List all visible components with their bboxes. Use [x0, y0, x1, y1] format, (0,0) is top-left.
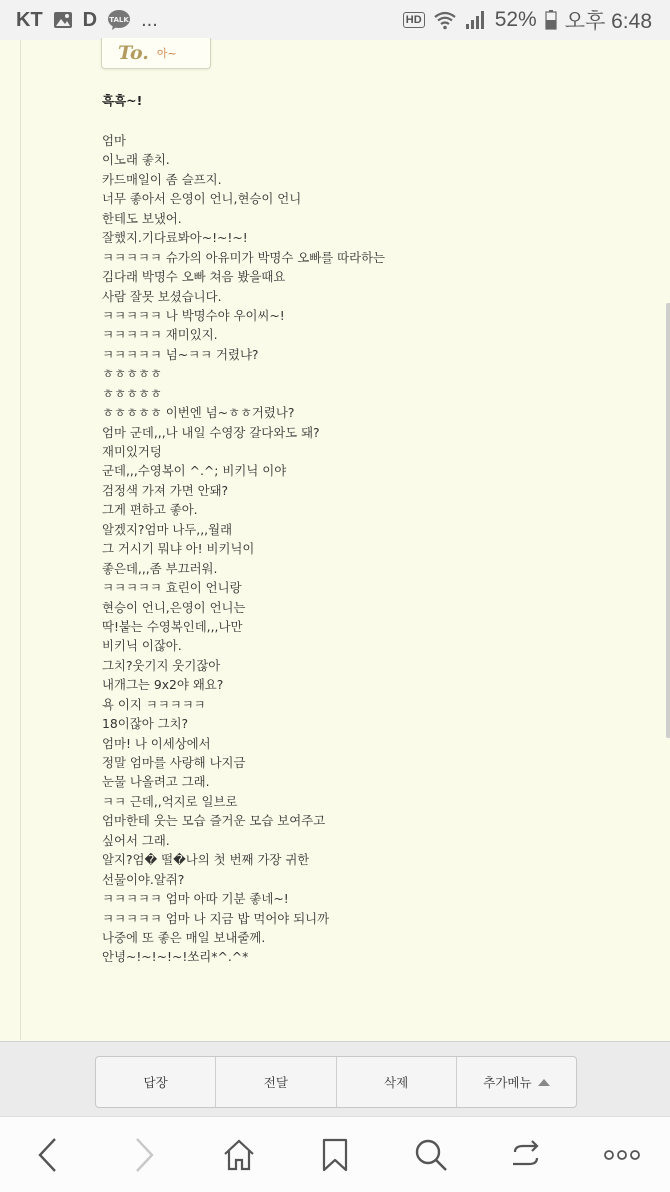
- message-line: 그게 편하고 좋아.: [102, 502, 198, 518]
- more-menu-button-label: 추가메뉴: [483, 1075, 532, 1090]
- carrier-label: KT: [16, 8, 43, 31]
- message-line: 엄마: [102, 133, 126, 148]
- recipient-name: 아~: [156, 47, 177, 60]
- message-line: 비키닉 이잖아.: [102, 638, 182, 654]
- message-line: ㅎㅎㅎㅎㅎ 이번엔 넘~ㅎㅎ거렸나?: [102, 405, 295, 421]
- message-line: 나중에 또 좋은 매일 보내줄께.: [102, 929, 266, 945]
- message-line: ㅋㅋㅋㅋㅋ 나 박명수야 우이씨~!: [102, 307, 285, 323]
- message-line: 선물이야.알쥐?: [102, 871, 185, 887]
- forward-button[interactable]: [96, 1117, 192, 1192]
- bookmark-icon: [321, 1138, 349, 1172]
- share-icon: [509, 1138, 543, 1172]
- message-line: 욕 이지 ㅋㅋㅋㅋㅋ: [102, 696, 206, 712]
- message-line: 사람 잘못 보셨습니다.: [102, 288, 222, 304]
- reply-button-label: 답장: [143, 1075, 168, 1090]
- action-button-group: [95, 1056, 577, 1108]
- action-bar: [0, 1041, 670, 1117]
- message-line: 그치?웃기지 웃기잖아: [102, 657, 221, 673]
- message-line: 안녕~!~!~!~!쏘리*^.^*: [102, 949, 249, 965]
- message-line: ㅋㅋㅋㅋㅋ 엄마 아따 기분 좋네~!: [102, 891, 289, 907]
- to-label: To.: [118, 42, 149, 64]
- message-line: ㅋㅋㅋㅋㅋ 넘~ㅋㅋ 거렸냐?: [102, 346, 259, 362]
- status-bar-right: [403, 5, 670, 35]
- message-line: 딱!붙는 수영복인데,,,나만: [102, 618, 243, 634]
- bookmark-button[interactable]: [287, 1117, 383, 1192]
- message-line: 검정색 가져 가면 안돼?: [102, 482, 229, 498]
- message-line: 엄마 군데,,,나 내일 수영장 갈다와도 돼?: [102, 424, 320, 440]
- search-button[interactable]: [383, 1117, 479, 1192]
- delete-button[interactable]: [337, 1057, 457, 1107]
- more-icon: [603, 1148, 641, 1162]
- message-line: 잘했지.기다료봐아~!~!~!: [102, 230, 248, 246]
- message-line: 이노래 좋치.: [102, 152, 170, 168]
- forward-icon: [133, 1137, 155, 1173]
- back-button[interactable]: [0, 1117, 96, 1192]
- back-icon: [37, 1137, 59, 1173]
- message-line: 엄마! 나 이세상에서: [102, 735, 211, 751]
- message-line: 알지?엄� 떨�나의 첫 번째 가장 귀한: [102, 852, 310, 868]
- forward-button[interactable]: [216, 1057, 336, 1107]
- message-content: [20, 40, 670, 1040]
- message-line: 현승이 언니,은영이 언니는: [102, 599, 246, 615]
- message-body: [102, 131, 385, 967]
- message-line: ㅎㅎㅎㅎㅎ: [102, 385, 162, 401]
- wifi-icon: [433, 10, 457, 30]
- status-bar: [0, 0, 670, 40]
- home-icon: [222, 1138, 256, 1172]
- message-line: 군데,,,수영복이 ^.^; 비키닉 이야: [102, 463, 287, 479]
- message-line: 그 거시기 뭐냐 아! 비키닉이: [102, 541, 255, 557]
- message-line: 눈물 나올려고 그래.: [102, 774, 210, 790]
- message-line: ㅋㅋㅋㅋㅋ 효린이 언니랑: [102, 580, 242, 596]
- status-bar-left: [0, 9, 158, 32]
- kakaotalk-icon: [107, 9, 131, 31]
- search-icon: [414, 1138, 448, 1172]
- message-line: 좋은데,,,좀 부끄러워.: [102, 560, 218, 576]
- battery-percent: 52%: [494, 8, 537, 31]
- caret-up-icon: [538, 1079, 550, 1086]
- message-line: 한테도 보냈어.: [102, 210, 182, 226]
- share-button[interactable]: [479, 1117, 575, 1192]
- to-card: [101, 38, 211, 69]
- more-button[interactable]: [574, 1117, 670, 1192]
- message-line: 재미있거덩: [102, 444, 162, 459]
- message-line: 엄마한테 웃는 모습 즐거운 모습 보여주고: [102, 813, 326, 829]
- message-line: 너무 좋아서 은영이 언니,현승이 언니: [102, 191, 302, 207]
- message-line: 내개그는 9x2야 왜요?: [102, 677, 224, 693]
- message-line: ㅋㅋ 근데,,억지로 일브로: [102, 793, 238, 809]
- message-line: ㅋㅋㅋㅋㅋ 엄마 나 지금 밥 먹어야 되니까: [102, 910, 330, 926]
- message-line: 정말 엄마를 사랑해 나지금: [102, 755, 246, 770]
- message-line: 카드매일이 좀 슬프지.: [102, 171, 222, 187]
- more-menu-button[interactable]: [457, 1057, 576, 1107]
- message-line: ㅋㅋㅋㅋㅋ 슈가의 아유미가 박명수 오빠를 따라하는: [102, 249, 386, 265]
- message-line: ㅎㅎㅎㅎㅎ: [102, 366, 162, 382]
- battery-icon: [545, 10, 557, 30]
- more-notifications-label: ...: [141, 8, 158, 31]
- kakaotalk-label: TALK: [109, 16, 129, 24]
- scrollbar[interactable]: [666, 303, 670, 738]
- d-app-label: D: [82, 8, 98, 31]
- clock: 오후 6:48: [564, 10, 652, 33]
- message-line: 18이잖아 그치?: [102, 716, 189, 732]
- message-line: 김다래 박명수 오빠 쳐음 봤을때요: [102, 269, 286, 285]
- signal-icon: [465, 10, 487, 30]
- d-app-icon: [83, 9, 97, 32]
- forward-button-label: 전달: [263, 1075, 288, 1090]
- hd-icon: HD: [403, 12, 425, 28]
- message-line: 알겠지?엄마 나두,,,월래: [102, 521, 233, 537]
- image-icon: [53, 11, 73, 29]
- message-title: 흑흑~!: [102, 93, 143, 108]
- home-button[interactable]: [191, 1117, 287, 1192]
- reply-button[interactable]: [96, 1057, 216, 1107]
- browser-nav-bar: [0, 1116, 670, 1192]
- message-line: ㅋㅋㅋㅋㅋ 재미있지.: [102, 327, 218, 343]
- message-line: 싶어서 그래.: [102, 832, 170, 848]
- delete-button-label: 삭제: [384, 1075, 409, 1090]
